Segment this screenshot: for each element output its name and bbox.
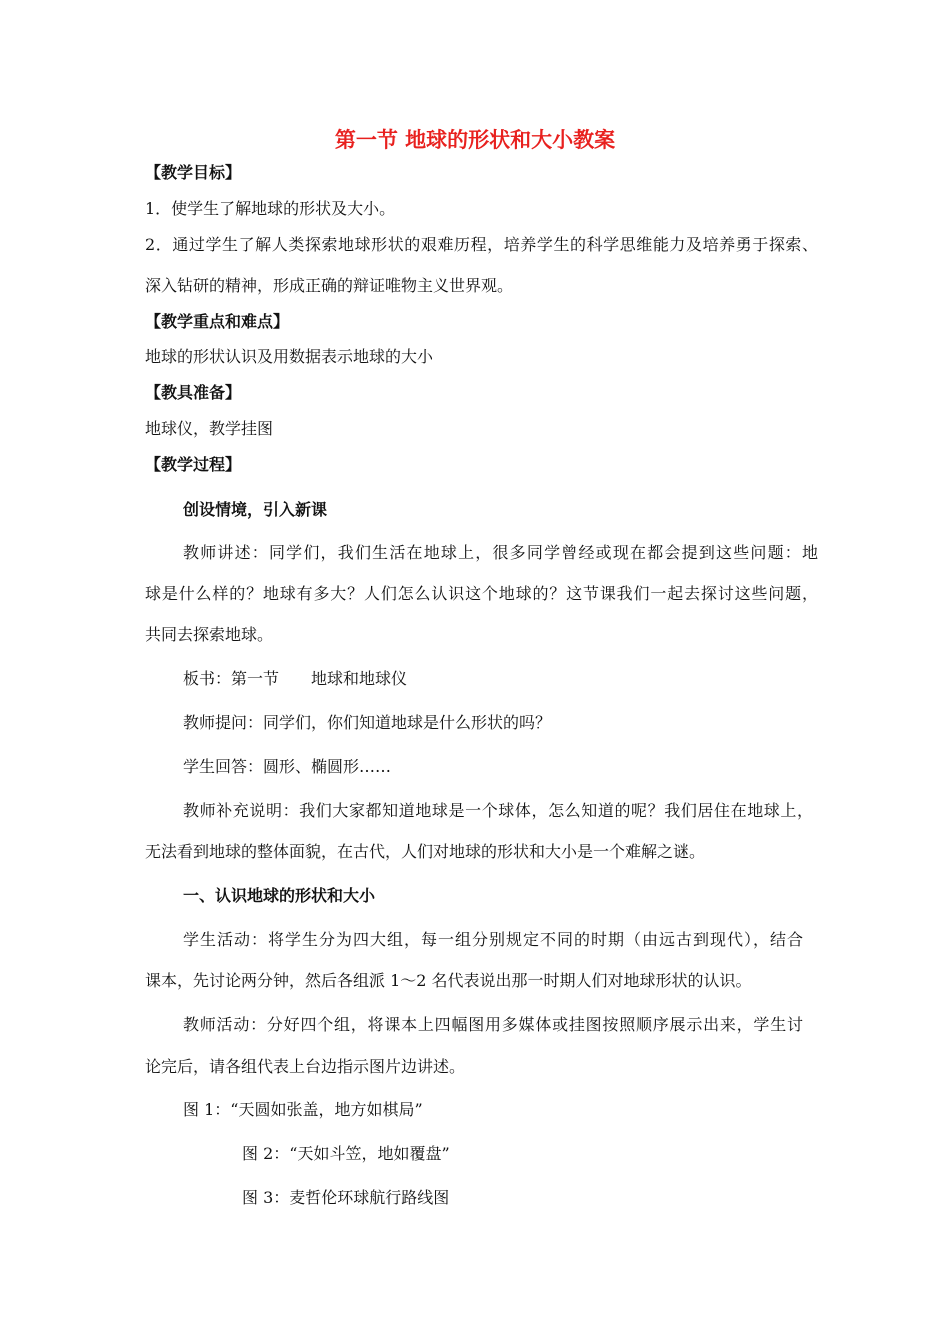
paragraph-line: 共同去探索地球。 [145, 625, 274, 644]
paragraph-line: 无法看到地球的整体面貌，在古代，人们对地球的形状和大小是一个难解之谜。 [145, 842, 706, 861]
figure-caption-1: 图 1：“天圆如张盖，地方如棋局” [183, 1100, 423, 1119]
objective-1: 1．使学生了解地球的形状及大小。 [145, 199, 396, 218]
paragraph-line: 教师补充说明：我们大家都知道地球是一个球体，怎么知道的呢？我们居住在地球上， [183, 801, 813, 820]
figure-caption-2: 图 2：“天如斗笠，地如覆盘” [242, 1144, 450, 1163]
paragraph-line: 学生活动：将学生分为四大组，每一组分别规定不同的时期（由远古到现代），结合 [183, 930, 803, 949]
section-heading-tools: 【教具准备】 [145, 383, 242, 402]
document-title: 第一节 地球的形状和大小教案 [334, 128, 616, 152]
subheading-intro: 创设情境，引入新课 [183, 500, 328, 519]
paragraph-line: 教师提问：同学们，你们知道地球是什么形状的吗？ [183, 713, 552, 732]
paragraph-line: 论完后，请各组代表上台边指示图片边讲述。 [145, 1057, 466, 1076]
section-heading-process: 【教学过程】 [145, 455, 242, 474]
paragraph-line: 板书：第一节 地球和地球仪 [183, 669, 408, 688]
paragraph-line: 教师讲述：同学们，我们生活在地球上，很多同学曾经或现在都会提到这些问题：地 [183, 543, 818, 562]
section-heading-objectives: 【教学目标】 [145, 163, 242, 182]
paragraph-line: 课本，先讨论两分钟，然后各组派 1～2 名代表说出那一时期人们对地球形状的认识。 [145, 971, 752, 990]
figure-caption-3: 图 3：麦哲伦环球航行路线图 [242, 1188, 450, 1207]
objective-2-line-1: 2．通过学生了解人类探索地球形状的艰难历程，培养学生的科学思维能力及培养勇于探索、 [145, 235, 818, 254]
paragraph-line: 球是什么样的？地球有多大？人们怎么认识这个地球的？这节课我们一起去探讨这些问题， [145, 584, 818, 603]
subheading-part-1: 一、认识地球的形状和大小 [183, 886, 376, 905]
keypoints-text: 地球的形状认识及用数据表示地球的大小 [145, 347, 434, 366]
paragraph-line: 教师活动：分好四个组，将课本上四幅图用多媒体或挂图按照顺序展示出来，学生讨 [183, 1015, 803, 1034]
paragraph-line: 学生回答：圆形、椭圆形…… [183, 757, 392, 776]
tools-text: 地球仪，教学挂图 [145, 419, 274, 438]
section-heading-keypoints: 【教学重点和难点】 [145, 312, 290, 331]
objective-2-line-2: 深入钻研的精神，形成正确的辩证唯物主义世界观。 [145, 276, 514, 295]
